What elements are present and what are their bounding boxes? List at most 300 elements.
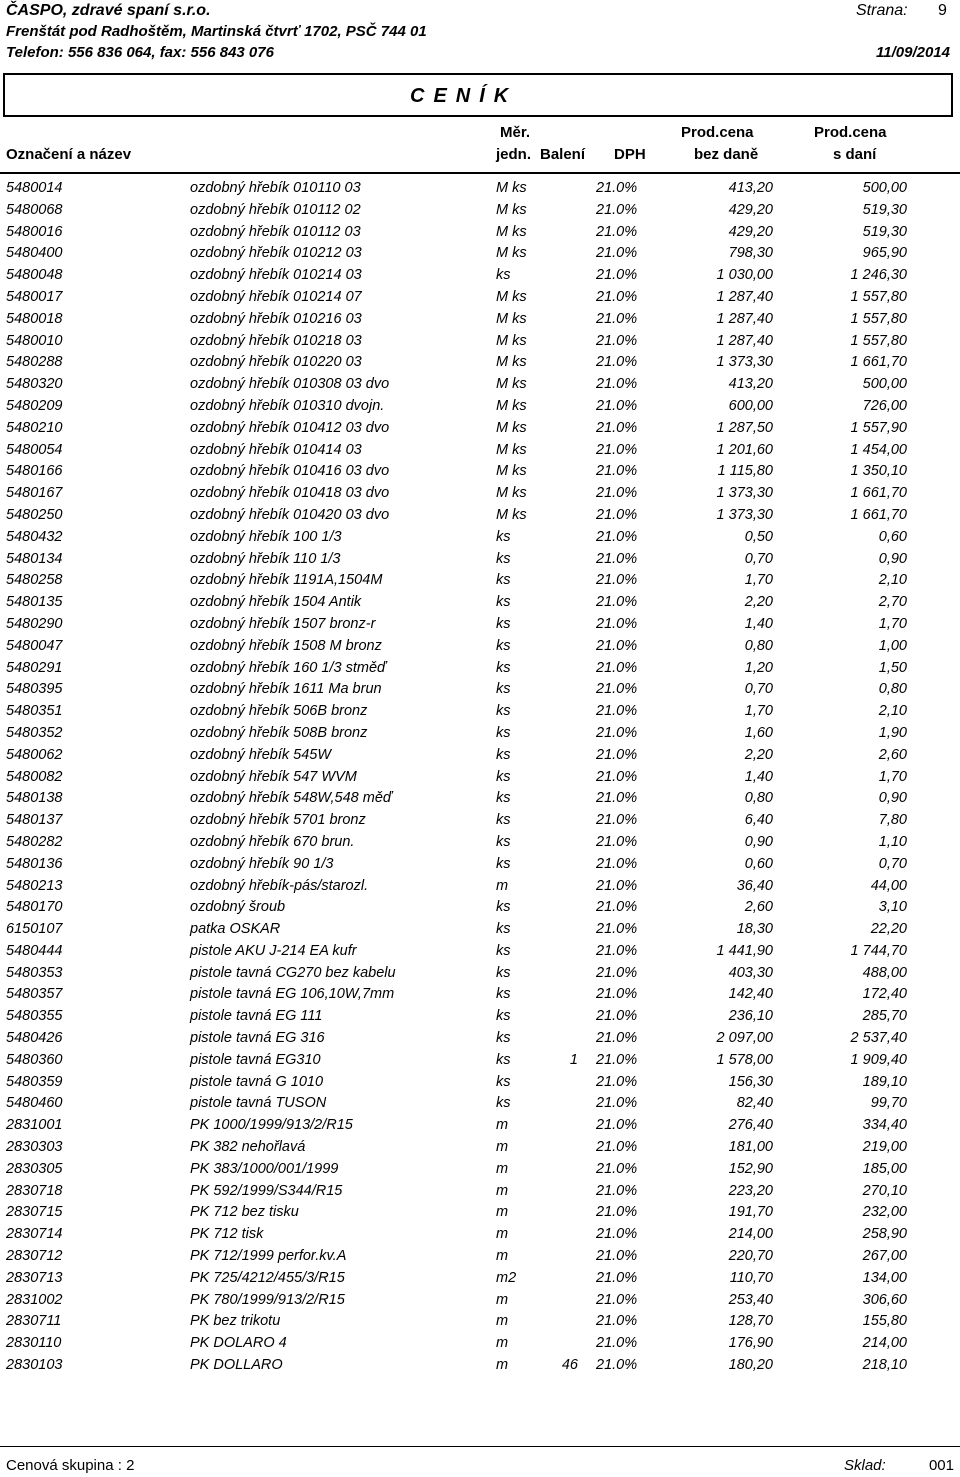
item-vat: 21.0%: [596, 528, 638, 545]
item-price-gross: 1,50: [878, 659, 907, 676]
table-row: [0, 570, 960, 592]
item-code: 5480010: [6, 332, 63, 349]
item-pack: 46: [561, 1357, 578, 1374]
item-price-net: 128,70: [728, 1313, 773, 1330]
item-price-net: 181,00: [728, 1139, 773, 1156]
item-vat: 21.0%: [596, 419, 638, 436]
item-price-net: 1 373,30: [716, 485, 773, 502]
item-unit: M ks: [496, 201, 527, 218]
item-code: 5480170: [6, 899, 63, 916]
item-price-net: 223,20: [728, 1182, 773, 1199]
item-price-gross: 726,00: [862, 397, 907, 414]
item-unit: m: [496, 1335, 509, 1352]
item-price-net: 1,60: [744, 724, 773, 741]
item-name: ozdobný hřebík 1611 Ma brun: [190, 681, 382, 698]
item-vat: 21.0%: [596, 964, 638, 981]
item-unit: m: [496, 877, 509, 894]
item-vat: 21.0%: [596, 1095, 638, 1112]
item-price-gross: 1 557,90: [850, 419, 907, 436]
col-header-unit-bottom: jedn.: [496, 146, 532, 163]
item-price-gross: 2,10: [878, 572, 907, 589]
item-price-gross: 270,10: [862, 1182, 907, 1199]
item-price-net: 1 115,80: [717, 463, 773, 480]
item-unit: ks: [496, 833, 511, 850]
item-price-net: 220,70: [728, 1248, 773, 1265]
item-name: ozdobný hřebík 010112 02: [190, 201, 361, 218]
table-row: [0, 1202, 960, 1224]
item-unit: ks: [496, 572, 511, 589]
item-vat: 21.0%: [596, 681, 638, 698]
table-row: [0, 701, 960, 723]
item-price-net: 152,90: [728, 1160, 773, 1177]
item-name: ozdobný hřebík 010412 03 dvo: [190, 419, 390, 436]
item-price-gross: 134,00: [862, 1269, 907, 1286]
item-name: pistole tavná EG 111: [190, 1008, 323, 1025]
col-header-price1-top: Prod.cena: [681, 124, 754, 141]
item-vat: 21.0%: [596, 1226, 638, 1243]
item-unit: m: [496, 1139, 509, 1156]
item-vat: 21.0%: [596, 1182, 638, 1199]
table-row: [0, 1268, 960, 1290]
item-price-gross: 1,10: [878, 833, 907, 850]
item-vat: 21.0%: [596, 703, 638, 720]
item-vat: 21.0%: [596, 288, 638, 305]
item-name: ozdobný hřebík 110 1/3: [190, 550, 341, 567]
item-price-net: 36,40: [736, 877, 773, 894]
item-price-gross: 172,40: [862, 986, 907, 1003]
item-unit: ks: [496, 550, 511, 567]
item-vat: 21.0%: [596, 1357, 638, 1374]
item-unit: ks: [496, 812, 511, 829]
item-vat: 21.0%: [596, 790, 638, 807]
item-price-gross: 1 909,40: [850, 1051, 907, 1068]
item-code: 2830713: [6, 1269, 63, 1286]
page-title: CENÍK: [410, 85, 518, 107]
item-name: PK 1000/1999/913/2/R15: [190, 1117, 353, 1134]
item-unit: m: [496, 1204, 509, 1221]
item-unit: m: [496, 1248, 509, 1265]
item-code: 5480210: [6, 419, 63, 436]
item-price-gross: 500,00: [862, 180, 907, 196]
item-code: 5480400: [6, 245, 63, 262]
item-vat: 21.0%: [596, 267, 638, 284]
item-code: 5480395: [6, 681, 63, 698]
table-row: [0, 222, 960, 244]
item-vat: 21.0%: [596, 899, 638, 916]
item-vat: 21.0%: [596, 1139, 638, 1156]
item-code: 5480357: [6, 986, 63, 1003]
item-price-net: 429,20: [728, 201, 773, 218]
table-row: [0, 614, 960, 636]
item-price-gross: 99,70: [870, 1095, 907, 1112]
col-header-price1-bottom: bez daně: [694, 146, 759, 163]
item-code: 5480426: [6, 1030, 63, 1047]
item-vat: 21.0%: [596, 1051, 638, 1068]
item-price-net: 1 441,90: [716, 942, 773, 959]
company-address: Frenštát pod Radhoštěm, Martinská čtvrť 1702, PSČ 744 01: [6, 23, 427, 40]
item-unit: M ks: [496, 245, 527, 262]
item-price-net: 82,40: [736, 1095, 773, 1112]
item-code: 5480213: [6, 877, 63, 894]
table-row: [0, 461, 960, 483]
item-price-gross: 3,10: [878, 899, 907, 916]
item-code: 5480352: [6, 724, 63, 741]
item-vat: 21.0%: [596, 245, 638, 262]
item-price-net: 0,70: [744, 681, 773, 698]
item-code: 2830303: [6, 1139, 63, 1156]
item-price-net: 1 373,30: [716, 506, 773, 523]
table-row: [0, 1355, 960, 1377]
item-name: PK 780/1999/913/2/R15: [190, 1291, 345, 1308]
table-row: [0, 309, 960, 331]
item-vat: 21.0%: [596, 550, 638, 567]
item-vat: 21.0%: [596, 1313, 638, 1330]
item-price-gross: 500,00: [862, 376, 907, 393]
table-row: [0, 1159, 960, 1181]
item-code: 5480016: [6, 223, 63, 240]
item-vat: 21.0%: [596, 354, 638, 371]
table-row: [0, 788, 960, 810]
table-row: [0, 919, 960, 941]
col-header-name: Označení a název: [6, 146, 132, 163]
col-header-price2-bottom: s daní: [833, 146, 877, 163]
item-price-net: 1,70: [744, 572, 773, 589]
item-price-gross: 0,90: [878, 550, 907, 567]
item-price-gross: 0,90: [878, 790, 907, 807]
item-name: ozdobný hřebík 010220 03: [190, 354, 362, 371]
col-header-price2-top: Prod.cena: [814, 124, 887, 141]
item-vat: 21.0%: [596, 1160, 638, 1177]
item-name: ozdobný hřebík 010112 03: [190, 223, 361, 240]
item-price-gross: 1 557,80: [850, 332, 907, 349]
item-price-net: 142,40: [728, 986, 773, 1003]
item-code: 5480353: [6, 964, 63, 981]
item-name: pistole tavná G 1010: [190, 1073, 324, 1090]
item-code: 5480320: [6, 376, 63, 393]
item-name: ozdobný hřebík 548W,548 měď: [190, 790, 392, 807]
item-unit: ks: [496, 637, 511, 654]
item-code: 2830110: [6, 1335, 62, 1352]
item-name: ozdobný hřebík 90 1/3: [190, 855, 334, 872]
item-unit: M ks: [496, 419, 527, 436]
item-unit: M ks: [496, 332, 527, 349]
item-price-gross: 44,00: [870, 877, 907, 894]
item-vat: 21.0%: [596, 833, 638, 850]
item-price-net: 2,20: [744, 746, 773, 763]
item-price-net: 1 287,50: [716, 419, 773, 436]
item-name: ozdobný hřebík 010308 03 dvo: [190, 376, 390, 393]
table-row: [0, 592, 960, 614]
item-vat: 21.0%: [596, 572, 638, 589]
item-price-gross: 219,00: [862, 1139, 907, 1156]
item-price-gross: 1 350,10: [850, 463, 907, 480]
item-code: 5480355: [6, 1008, 63, 1025]
item-price-gross: 519,30: [862, 201, 907, 218]
item-unit: m: [496, 1117, 509, 1134]
table-row: [0, 1311, 960, 1333]
item-vat: 21.0%: [596, 332, 638, 349]
item-unit: m: [496, 1160, 509, 1177]
item-price-gross: 189,10: [862, 1073, 907, 1090]
item-price-gross: 1 661,70: [850, 354, 907, 371]
item-name: PK 382 nehořlavá: [190, 1139, 306, 1156]
item-unit: M ks: [496, 441, 527, 458]
footer-divider: [0, 1446, 960, 1447]
item-unit: ks: [496, 921, 511, 938]
item-code: 5480167: [6, 485, 63, 502]
item-price-gross: 306,60: [862, 1291, 907, 1308]
item-name: ozdobný hřebík 508B bronz: [190, 724, 368, 741]
item-code: 5480136: [6, 855, 63, 872]
item-unit: ks: [496, 681, 511, 698]
item-name: ozdobný hřebík 1504 Antik: [190, 594, 362, 611]
item-vat: 21.0%: [596, 506, 638, 523]
item-name: ozdobný hřebík 1508 M bronz: [190, 637, 382, 654]
table-row: [0, 658, 960, 680]
table-row: [0, 1028, 960, 1050]
table-row: [0, 418, 960, 440]
item-code: 5480444: [6, 942, 63, 959]
item-price-gross: 2,70: [878, 594, 907, 611]
item-price-gross: 218,10: [862, 1357, 907, 1374]
item-vat: 21.0%: [596, 877, 638, 894]
item-name: PK 712 tisk: [190, 1226, 264, 1243]
item-vat: 21.0%: [596, 768, 638, 785]
table-row: [0, 1072, 960, 1094]
item-name: PK 725/4212/455/3/R15: [190, 1269, 345, 1286]
table-row: [0, 745, 960, 767]
item-price-net: 1 287,40: [716, 288, 773, 305]
table-row: [0, 287, 960, 309]
item-vat: 21.0%: [596, 594, 638, 611]
item-vat: 21.0%: [596, 746, 638, 763]
item-unit: ks: [496, 1051, 511, 1068]
item-price-net: 2 097,00: [716, 1030, 773, 1047]
item-price-net: 0,60: [744, 855, 773, 872]
item-vat: 21.0%: [596, 1248, 638, 1265]
table-row: [0, 1246, 960, 1268]
item-code: 5480062: [6, 746, 63, 763]
item-code: 6150107: [6, 921, 63, 938]
item-code: 2830715: [6, 1204, 63, 1221]
item-vat: 21.0%: [596, 637, 638, 654]
item-code: 5480082: [6, 768, 63, 785]
item-name: ozdobný hřebík 545W: [190, 746, 332, 763]
item-name: ozdobný hřebík 010414 03: [190, 441, 362, 458]
item-vat: 21.0%: [596, 310, 638, 327]
item-vat: 21.0%: [596, 855, 638, 872]
item-price-net: 429,20: [728, 223, 773, 240]
item-name: ozdobný hřebík 010416 03 dvo: [190, 463, 390, 480]
item-unit: m: [496, 1357, 509, 1374]
item-price-gross: 1 454,00: [850, 441, 907, 458]
item-price-net: 2,20: [744, 594, 773, 611]
item-name: pistole tavná EG 316: [190, 1030, 325, 1047]
item-name: PK DOLARO 4: [190, 1335, 287, 1352]
item-unit: m2: [496, 1269, 517, 1286]
item-unit: M ks: [496, 397, 527, 414]
item-code: 5480134: [6, 550, 63, 567]
item-code: 5480209: [6, 397, 63, 414]
item-name: ozdobný hřebík 010212 03: [190, 245, 362, 262]
item-code: 5480432: [6, 528, 63, 545]
item-code: 5480291: [6, 659, 63, 676]
item-code: 5480014: [6, 180, 63, 196]
item-code: 5480047: [6, 637, 63, 654]
item-vat: 21.0%: [596, 1269, 638, 1286]
table-row: [0, 331, 960, 353]
item-price-net: 2,60: [744, 899, 773, 916]
item-code: 5480135: [6, 594, 63, 611]
item-price-gross: 488,00: [862, 964, 907, 981]
item-code: 2830305: [6, 1160, 63, 1177]
item-name: ozdobný hřebík 100 1/3: [190, 528, 342, 545]
item-price-net: 253,40: [728, 1291, 773, 1308]
item-vat: 21.0%: [596, 397, 638, 414]
item-unit: ks: [496, 964, 511, 981]
company-phone: Telefon: 556 836 064, fax: 556 843 076: [6, 44, 274, 61]
table-row: [0, 810, 960, 832]
table-row: [0, 1290, 960, 1312]
table-row: [0, 832, 960, 854]
item-unit: m: [496, 1226, 509, 1243]
item-vat: 21.0%: [596, 376, 638, 393]
item-name: patka OSKAR: [190, 921, 281, 938]
item-vat: 21.0%: [596, 1204, 638, 1221]
item-vat: 21.0%: [596, 659, 638, 676]
item-code: 5480460: [6, 1095, 63, 1112]
table-row: [0, 1333, 960, 1355]
item-price-net: 276,40: [728, 1117, 773, 1134]
item-unit: ks: [496, 855, 511, 872]
table-row: [0, 1181, 960, 1203]
col-header-unit-top: Měr.: [500, 124, 531, 141]
item-name: ozdobný hřebík 010420 03 dvo: [190, 506, 390, 523]
item-price-gross: 1 744,70: [850, 942, 907, 959]
table-row: [0, 941, 960, 963]
item-price-gross: 0,60: [878, 528, 907, 545]
item-name: ozdobný šroub: [190, 899, 286, 916]
table-row: [0, 679, 960, 701]
item-unit: ks: [496, 1073, 511, 1090]
item-price-gross: 7,80: [878, 812, 907, 829]
item-vat: 21.0%: [596, 724, 638, 741]
item-code: 5480360: [6, 1051, 63, 1068]
table-row: [0, 178, 960, 200]
table-row: [0, 897, 960, 919]
item-unit: M ks: [496, 463, 527, 480]
item-vat: 21.0%: [596, 441, 638, 458]
item-price-gross: 1 661,70: [850, 506, 907, 523]
table-row: [0, 483, 960, 505]
item-vat: 21.0%: [596, 485, 638, 502]
item-vat: 21.0%: [596, 1008, 638, 1025]
item-vat: 21.0%: [596, 921, 638, 938]
item-name: PK 712/1999 perfor.kv.A: [190, 1248, 347, 1265]
price-table: [0, 178, 960, 1377]
table-row: [0, 1115, 960, 1137]
item-code: 5480018: [6, 310, 63, 327]
item-price-net: 180,20: [728, 1357, 773, 1374]
table-row: [0, 549, 960, 571]
item-price-net: 1 201,60: [716, 441, 773, 458]
item-price-net: 236,10: [728, 1008, 773, 1025]
table-row: [0, 854, 960, 876]
item-price-net: 0,90: [744, 833, 773, 850]
item-price-gross: 1 557,80: [850, 310, 907, 327]
table-row: [0, 505, 960, 527]
item-price-gross: 285,70: [862, 1008, 907, 1025]
item-vat: 21.0%: [596, 1117, 638, 1134]
item-name: pistole tavná EG 106,10W,7mm: [190, 986, 395, 1003]
item-price-net: 1 287,40: [716, 332, 773, 349]
item-unit: ks: [496, 746, 511, 763]
table-row: [0, 963, 960, 985]
item-name: ozdobný hřebík 1507 bronz-r: [190, 615, 376, 632]
item-name: ozdobný hřebík 506B bronz: [190, 703, 368, 720]
item-price-gross: 0,80: [878, 681, 907, 698]
item-name: ozdobný hřebík 010418 03 dvo: [190, 485, 390, 502]
item-code: 2830714: [6, 1226, 63, 1243]
item-name: ozdobný hřebík-pás/starozl.: [190, 877, 369, 894]
item-price-net: 110,70: [729, 1269, 773, 1286]
table-row: [0, 374, 960, 396]
item-vat: 21.0%: [596, 942, 638, 959]
header-divider: [0, 172, 960, 174]
table-row: [0, 1093, 960, 1115]
item-unit: M ks: [496, 223, 527, 240]
item-price-net: 214,00: [728, 1226, 773, 1243]
item-unit: ks: [496, 768, 511, 785]
item-price-net: 798,30: [728, 245, 773, 262]
item-code: 5480137: [6, 812, 63, 829]
item-price-net: 1 030,00: [716, 267, 773, 284]
item-price-net: 1 373,30: [716, 354, 773, 371]
item-price-net: 413,20: [728, 180, 773, 196]
item-price-gross: 267,00: [862, 1248, 907, 1265]
item-name: ozdobný hřebík 160 1/3 stměď: [190, 659, 387, 676]
item-pack: 1: [569, 1051, 578, 1068]
item-price-gross: 22,20: [870, 921, 907, 938]
item-name: ozdobný hřebík 010216 03: [190, 310, 362, 327]
item-unit: m: [496, 1182, 509, 1199]
table-row: [0, 1006, 960, 1028]
item-unit: ks: [496, 1008, 511, 1025]
item-price-gross: 519,30: [862, 223, 907, 240]
item-unit: ks: [496, 942, 511, 959]
item-vat: 21.0%: [596, 1335, 638, 1352]
item-name: ozdobný hřebík 010214 07: [190, 288, 362, 305]
item-price-net: 0,50: [744, 528, 773, 545]
item-price-net: 413,20: [728, 376, 773, 393]
item-name: PK DOLLARO: [190, 1357, 283, 1374]
item-name: ozdobný hřebík 010310 dvojn.: [190, 397, 385, 414]
item-vat: 21.0%: [596, 1073, 638, 1090]
item-price-gross: 1 661,70: [850, 485, 907, 502]
item-price-gross: 0,70: [878, 855, 907, 872]
item-price-gross: 185,00: [862, 1160, 907, 1177]
item-name: ozdobný hřebík 5701 bronz: [190, 812, 366, 829]
col-header-pack: Balení: [540, 146, 586, 163]
item-name: ozdobný hřebík 010110 03: [190, 180, 361, 196]
item-code: 5480017: [6, 288, 63, 305]
col-header-vat: DPH: [614, 146, 646, 163]
item-price-net: 0,70: [744, 550, 773, 567]
item-price-gross: 2 537,40: [850, 1030, 907, 1047]
table-row: [0, 440, 960, 462]
item-unit: M ks: [496, 354, 527, 371]
item-code: 2830711: [6, 1313, 62, 1330]
